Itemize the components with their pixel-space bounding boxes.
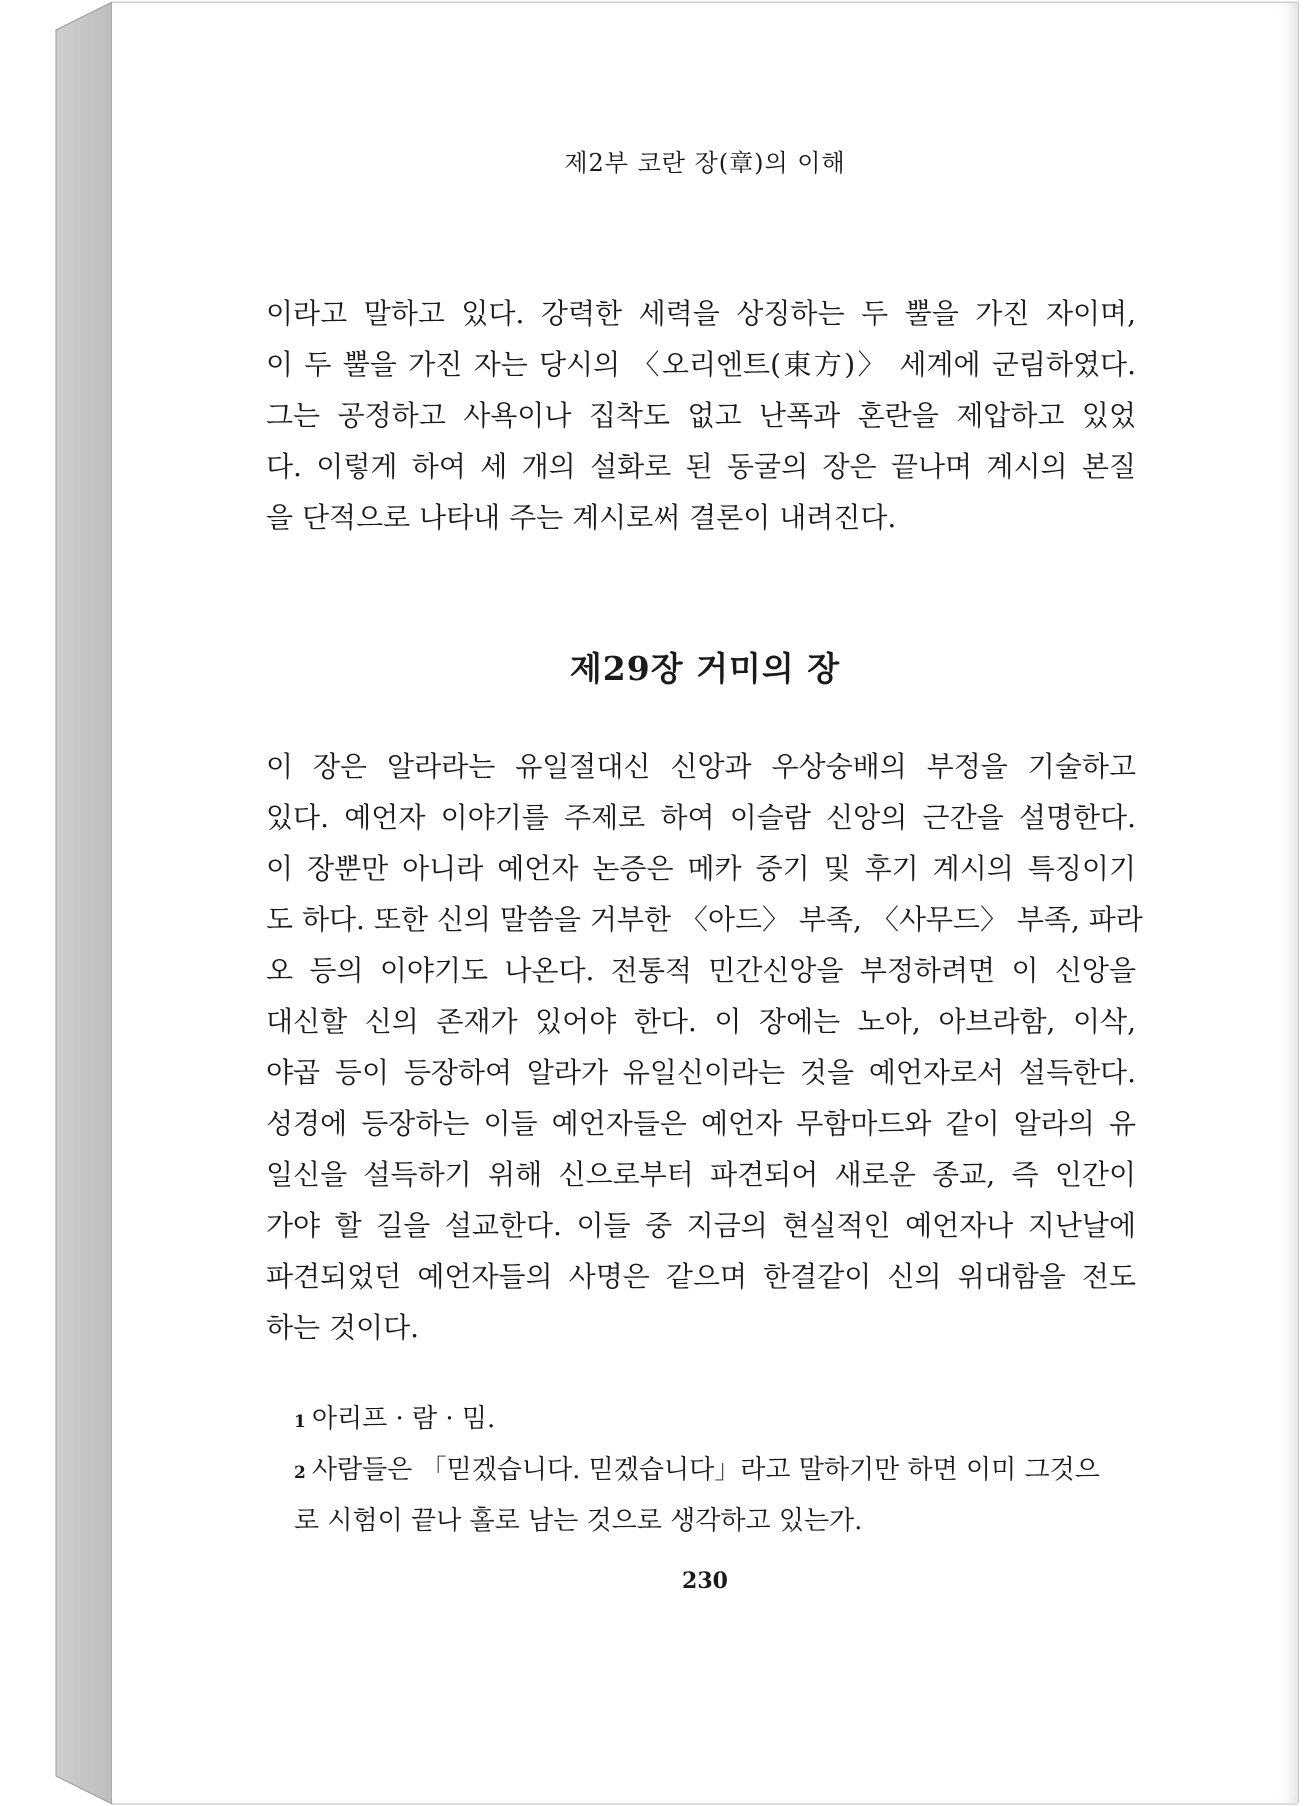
verse-text-continued: 로 시험이 끝나 홀로 남는 것으로 생각하고 있는가.	[294, 1506, 863, 1536]
verse-number: 1	[294, 1412, 306, 1432]
text-line: 파견되었던 예언자들의 사명은 같으며 한결같이 신의 위대함을 전도	[266, 1260, 1136, 1293]
text-line: 이 장은 알라라는 유일절대신 신앙과 우상숭배의 부정을 기술하고	[266, 750, 1136, 783]
chapter-intro-paragraph	[266, 741, 1143, 1353]
text-line: 있다. 예언자 이야기를 주제로 하여 이슬람 신앙의 근간을 설명한다.	[266, 801, 1136, 834]
paragraph-continued	[266, 288, 1136, 543]
verse-text: 사람들은 「믿겠습니다. 믿겠습니다」라고 말하기만 하면 이미 그것으	[311, 1455, 1100, 1485]
text-line: 을 단적으로 나타내 주는 계시로써 결론이 내려진다.	[266, 501, 897, 534]
text-line: 가야 할 길을 설교한다. 이들 중 지금의 현실적인 예언자나 지난날에	[266, 1209, 1136, 1242]
verse-list	[294, 1395, 1114, 1545]
verse-item	[294, 1446, 1114, 1497]
verse-item	[294, 1395, 1114, 1446]
verse-text: 아리프 · 람 · 밈.	[311, 1404, 496, 1434]
text-line: 대신할 신의 존재가 있어야 한다. 이 장에는 노아, 아브라함, 이삭,	[266, 1005, 1136, 1038]
text-line: 하는 것이다.	[266, 1311, 420, 1344]
text-line: 다. 이렇게 하여 세 개의 설화로 된 동굴의 장은 끝나며 계시의 본질	[266, 450, 1136, 483]
text-line: 야곱 등이 등장하여 알라가 유일신이라는 것을 예언자로서 설득한다.	[266, 1056, 1136, 1089]
text-line: 이라고 말하고 있다. 강력한 세력을 상징하는 두 뿔을 가진 자이며,	[266, 297, 1136, 330]
text-line: 이 장뿐만 아니라 예언자 논증은 메카 중기 및 후기 계시의 특징이기	[266, 852, 1136, 885]
text-line: 오 등의 이야기도 나온다. 전통적 민간신앙을 부정하려면 이 신앙을	[266, 954, 1136, 987]
text-line: 그는 공정하고 사욕이나 집착도 없고 난폭과 혼란을 제압하고 있었	[266, 399, 1136, 432]
text-line: 성경에 등장하는 이들 예언자들은 예언자 무함마드와 같이 알라의 유	[266, 1107, 1136, 1140]
text-line: 도 하다. 또한 신의 말씀을 거부한 〈아드〉 부족, 〈사무드〉 부족, 파라	[266, 903, 1143, 936]
book-page	[112, 2, 1299, 1803]
text-line: 일신을 설득하기 위해 신으로부터 파견되어 새로운 종교, 즉 인간이	[266, 1158, 1136, 1191]
chapter-title: 제29장 거미의 장	[569, 649, 841, 688]
text-line: 이 두 뿔을 가진 자는 당시의 〈오리엔트(東方)〉 세계에 군림하였다.	[266, 348, 1136, 381]
running-header: 제2부 코란 장(章)의 이해	[564, 149, 846, 177]
verse-number: 2	[294, 1463, 306, 1483]
page-number: 230	[682, 1568, 728, 1594]
